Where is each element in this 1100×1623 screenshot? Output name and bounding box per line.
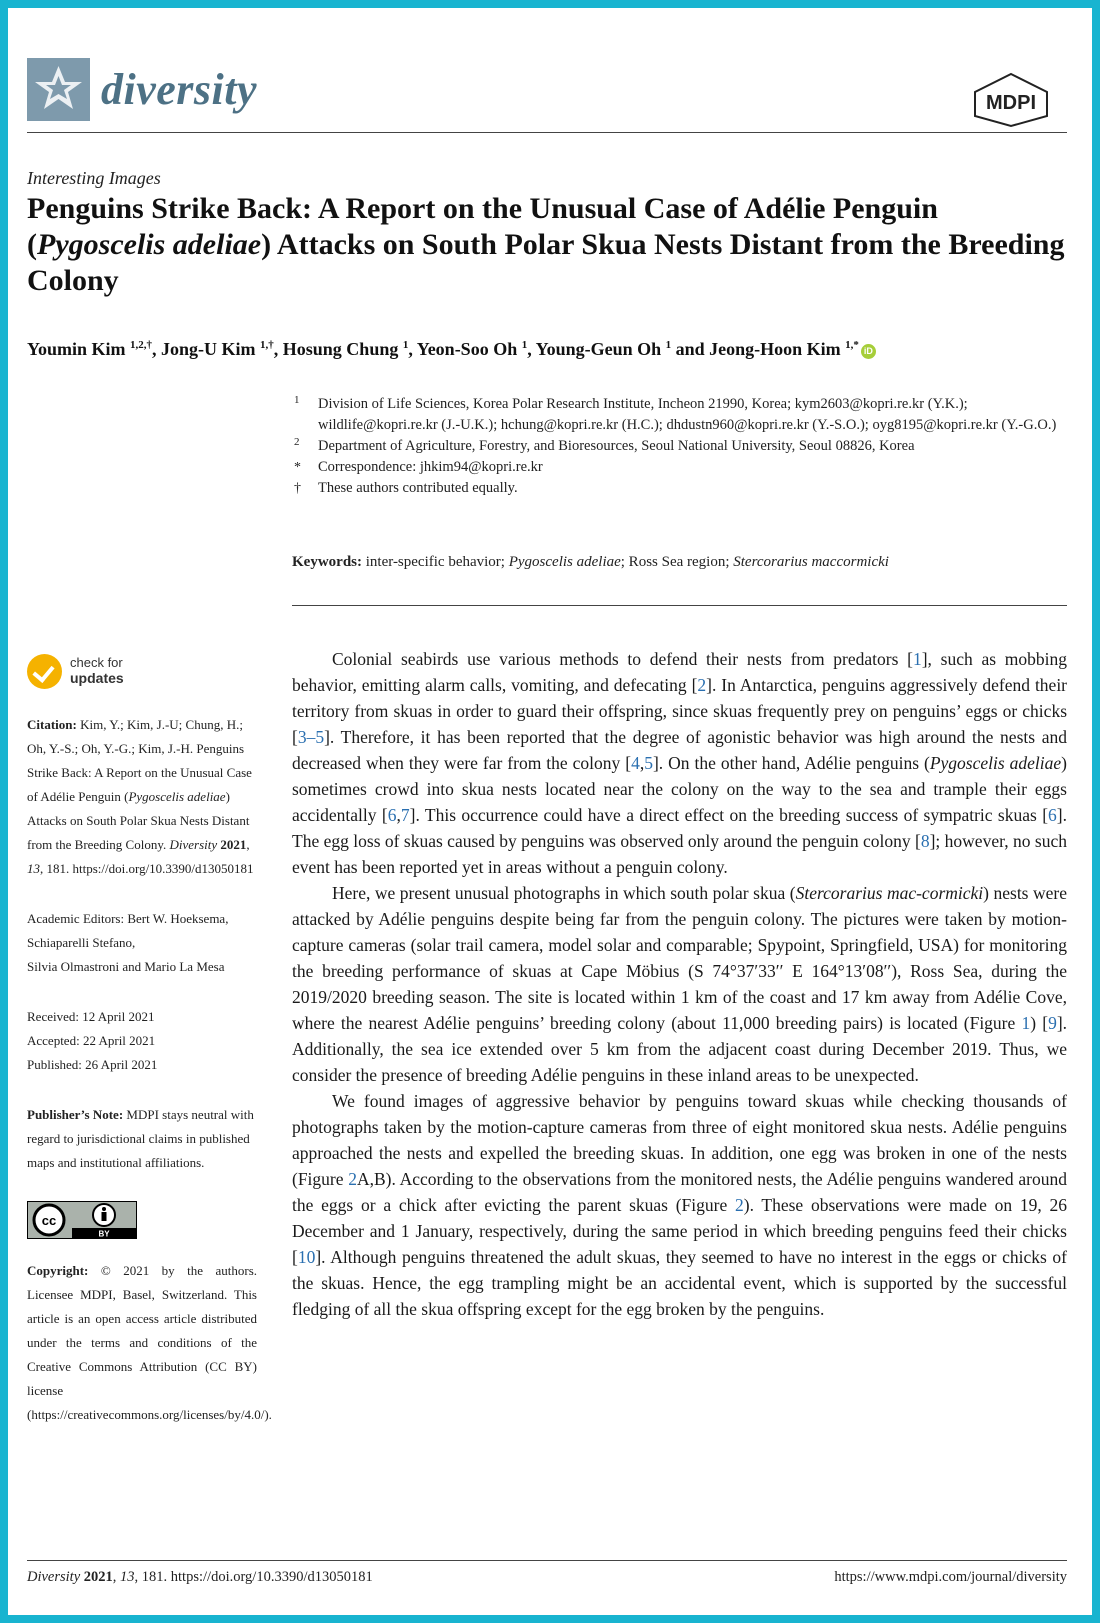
body-text-run: ]. On the other hand, Adélie penguins ( (652, 753, 930, 773)
body-paragraph (292, 646, 1067, 880)
keywords-divider (292, 605, 1067, 606)
cc-by-license-icon[interactable] (27, 1201, 137, 1239)
citation-link[interactable]: 8 (920, 831, 930, 851)
author-name: Jeong-Hoon Kim (709, 339, 841, 359)
author-separator: , (152, 339, 162, 359)
published-date: Published: 26 April 2021 (27, 1057, 158, 1072)
body-text-run: ]. The egg loss of skuas caused by penguins was observed only around the penguin colony [ (292, 805, 1067, 851)
svg-text:BY: BY (98, 1229, 110, 1239)
author-affiliation-mark: 1,2,† (130, 339, 153, 351)
body-text-run: Colonial seabirds use various methods to defend their nests from predators [ (332, 649, 913, 669)
copyright (27, 1259, 272, 1427)
footer-divider (27, 1560, 1067, 1561)
keywords-label: Keywords: (292, 554, 362, 570)
citation-text: Kim, Y.; Kim, J.-U; Chung, H.; Oh, Y.-S.; Oh, Y.-G.; Kim, J.-H. Penguins Strike Back: A Report on the Unusual Case of Adélie Penguin ( (27, 717, 252, 804)
body-text-run: , (639, 753, 645, 773)
check-updates-label: updates (70, 670, 124, 686)
author-separator: , (527, 339, 536, 359)
body-text-run: ], such as mobbing behavior, emitting alarm calls, vomiting, and defecating [ (292, 649, 1067, 695)
citation (27, 713, 257, 881)
body-paragraph (292, 880, 1067, 1088)
equal-contribution-note: These authors contributed equally. (318, 480, 518, 496)
citation-text: Pygoscelis adeliae (128, 789, 226, 804)
author-affiliation-mark: 1,† (260, 339, 274, 351)
body-text-run: ]. This occurrence could have a direct effect on the breeding success of sympatric skuas [ (409, 805, 1049, 825)
affiliations (292, 394, 1072, 499)
citation-link[interactable]: 1 (912, 649, 922, 669)
author-affiliation-mark: 1 (402, 339, 409, 351)
received-date: Received: 12 April 2021 (27, 1009, 155, 1024)
body-text-run: ]. Additionally, the sea ice extended over 5 km from the adjacent coast during December 2019. Thus, we consider the presence of breeding Adélie penguins in these inland areas to be unexpected. (292, 1013, 1068, 1085)
correspondence-text: Correspondence: jhkim94@kopri.re.kr (318, 459, 543, 475)
citation-journal: Diversity (169, 837, 218, 852)
body-text-run: A,B). According to the observations from the monitored nests, the Adélie penguins wandered around the eggs or a chick after evicting the parent skuas (Figure (292, 1169, 1067, 1215)
body-text-run: ) [ (1030, 1013, 1049, 1033)
citation-link[interactable]: 2 (348, 1169, 357, 1189)
article-type: Interesting Images (27, 168, 161, 188)
accepted-date: Accepted: 22 April 2021 (27, 1033, 156, 1048)
editor-line: Academic Editors: Bert W. Hoeksema, (27, 911, 229, 926)
citation-label: Citation: (27, 717, 77, 732)
editor-line: Silvia Olmastroni and Mario La Mesa (27, 959, 225, 974)
footer-doi[interactable]: , 181. https://doi.org/10.3390/d13050181 (134, 1569, 373, 1585)
citation-text: , (246, 837, 250, 852)
affiliation-mark: † (294, 481, 301, 496)
author-name: Yeon-Soo Oh (416, 339, 518, 359)
academic-editors (27, 907, 257, 979)
keyword-text: inter-specific behavior; (362, 554, 509, 570)
citation-doi: , 181. https://doi.org/10.3390/d13050181 (40, 861, 254, 876)
author-list (27, 339, 1072, 360)
footer-volume: 13 (120, 1569, 135, 1585)
author-name: Hosung Chung (282, 339, 399, 359)
affiliation-mark: * (294, 460, 301, 475)
body-text-run: ). These observations were made on 19, 26 December and 1 January, respectively, during the same period in which breeding penguins feed their chicks [ (292, 1195, 1067, 1267)
sidebar (27, 713, 272, 1453)
body-text-run: ) sometimes crowd into skua nests located near the colony on the way to the sea and trample their eggs accidentally [ (292, 753, 1067, 825)
species-name: Stercorarius mac-cormicki (795, 883, 984, 903)
footer-citation: Diversity 2021, 13, 181. https://doi.org/10.3390/d13050181 (27, 1569, 373, 1585)
publication-dates (27, 1005, 257, 1077)
svg-text:cc: cc (41, 1213, 57, 1228)
affiliation-mark: 1 (294, 394, 300, 406)
citation-link[interactable]: 2 (735, 1195, 744, 1215)
article-body (292, 646, 1067, 1322)
author-name: Youmin Kim (27, 339, 126, 359)
paper-page (8, 8, 1092, 1615)
author-affiliation-mark: 1 (665, 339, 672, 351)
check-for-updates-button[interactable] (27, 654, 157, 694)
citation-volume: 13 (27, 861, 40, 876)
citation-year: 2021 (220, 837, 247, 852)
body-text-run: We found images of aggressive behavior by penguins toward skuas while checking thousands of photographs taken by the motion-capture cameras from three of eight monitored skua nests. Adélie penguins approached the nests and expelled the breeding skuas. In addition, one egg was broken in one of the nests (Figure (292, 1091, 1067, 1189)
article-title (27, 191, 1072, 299)
citation-link[interactable]: 3–5 (297, 727, 325, 747)
journal-name: diversity (101, 65, 258, 114)
body-text-run: , (396, 805, 401, 825)
citation-text: ) Attacks on South Polar Skua Nests Distant from the Breeding Colony. (27, 789, 250, 852)
author-separator: , (408, 339, 417, 359)
citation-link[interactable]: 7 (400, 805, 410, 825)
header-divider (27, 132, 1067, 133)
body-text-run: ]. In Antarctica, penguins aggressively defend their territory from skuas in order to guard their offspring, since skuas frequently prey on penguins’ eggs or chicks [ (292, 675, 1068, 747)
affiliation-mark: 2 (294, 436, 300, 448)
affiliation-item (292, 394, 1072, 436)
citation-link[interactable]: 1 (1021, 1013, 1031, 1033)
copyright-label: Copyright: (27, 1263, 89, 1278)
affiliation-text: Department of Agriculture, Forestry, and Bioresources, Seoul National University, Seoul 08826, Korea (318, 438, 915, 454)
citation-link[interactable]: 10 (297, 1247, 316, 1267)
footer-journal: Diversity (27, 1569, 81, 1585)
body-text-run: Here, we present unusual photographs in which south polar skua ( (332, 883, 796, 903)
footer-year: 2021 (83, 1569, 113, 1585)
footer-journal-url[interactable]: https://www.mdpi.com/journal/diversity (834, 1569, 1067, 1585)
author-name: Jong-U Kim (161, 339, 256, 359)
author-name: Young-Geun Oh (535, 339, 662, 359)
orcid-icon[interactable]: iD (861, 344, 876, 359)
mdpi-logo-icon (971, 72, 1051, 128)
affiliation-item (292, 457, 1072, 478)
journal-logo-icon (27, 58, 90, 121)
author-affiliation-mark: 1 (521, 339, 528, 351)
keyword-text: Stercorarius maccormicki (733, 554, 889, 570)
author-separator: , (273, 339, 283, 359)
svg-text:MDPI: MDPI (986, 92, 1036, 114)
check-updates-label: check for (70, 655, 123, 670)
title-species: Pygoscelis adeliae (37, 228, 262, 261)
publisher-note (27, 1103, 257, 1175)
species-name: Pygoscelis adeliae (929, 753, 1062, 773)
publisher-note-label: Publisher’s Note: (27, 1107, 124, 1122)
author-affiliation-mark: 1,* (845, 339, 859, 351)
publisher-note-text: MDPI stays neutral with regard to jurisdictional claims in published maps and institutional affiliations. (27, 1107, 254, 1170)
citation-link[interactable]: 9 (1048, 1013, 1057, 1033)
title-part: Penguins Strike Back: A Report on the Unusual Case of Adélie Penguin ( (27, 192, 938, 261)
citation-link[interactable]: 6 (1048, 805, 1057, 825)
citation-link[interactable]: 6 (387, 805, 397, 825)
body-text-run: ]. Although penguins threatened the adult skuas, they seemed to have no interest in the eggs or chicks of the skuas. Hence, the egg trampling might be an accidental event, which is supported by the successful fledging of all the skua offspring except for the egg broken by the penguins. (292, 1247, 1067, 1319)
citation-link[interactable]: 2 (697, 675, 707, 695)
body-text-run: ) nests were attacked by Adélie penguins despite being far from the penguin colony. The pictures were taken by motion-capture cameras (solar trail camera, model solar and comparable; Spypoint, Springfield, USA) for monitoring the breeding performance of skuas at Cape Möbius (S 74°37′33′′ E 164°13′08′′), Ross Sea, during the 2019/2020 breeding season. The site is located within 1 km of the coast and 17 km away from Adélie Cove, where the nearest Adélie penguins’ breeding colony (about 11,000 breeding pairs) is located (Figure (292, 883, 1068, 1033)
body-text-run: ]; however, no such event has been reported yet in areas without a penguin colony. (292, 831, 1067, 877)
keyword-text: Pygoscelis adeliae (508, 554, 621, 570)
editor-line: Schiaparelli Stefano, (27, 935, 136, 950)
citation-link[interactable]: 5 (644, 753, 653, 773)
author-separator: and (671, 339, 710, 359)
check-icon (27, 654, 62, 689)
affiliation-item (292, 478, 1072, 499)
keywords (292, 554, 1072, 571)
affiliation-item (292, 436, 1072, 457)
keyword-text: ; Ross Sea region; (620, 554, 734, 570)
citation-link[interactable]: 4 (631, 753, 640, 773)
body-paragraph (292, 1088, 1067, 1322)
body-text-run: ]. Therefore, it has been reported that the degree of agonistic behavior was high around the nests and decreased when they were far from the colony [ (292, 727, 1067, 773)
copyright-text: © 2021 by the authors. Licensee MDPI, Basel, Switzerland. This article is an open access article distributed under the terms and conditions of the Creative Commons Attribution (CC BY) license (https://creativecommons.org/licenses/by/4.0/). (27, 1263, 272, 1422)
title-part: ) Attacks on South Polar Skua Nests Distant from the Breeding Colony (27, 228, 1065, 297)
affiliation-text: Division of Life Sciences, Korea Polar Research Institute, Incheon 21990, Korea; kym2603@kopri.re.kr (Y.K.); wildlife@kopri.re.kr (J.-U.K.); hchung@kopri.re.kr (H.C.); dhdustn960@kopri.re.kr (Y.-S.O.); oyg8195@kopri.re.kr (Y.-G.O.) (318, 396, 1057, 433)
